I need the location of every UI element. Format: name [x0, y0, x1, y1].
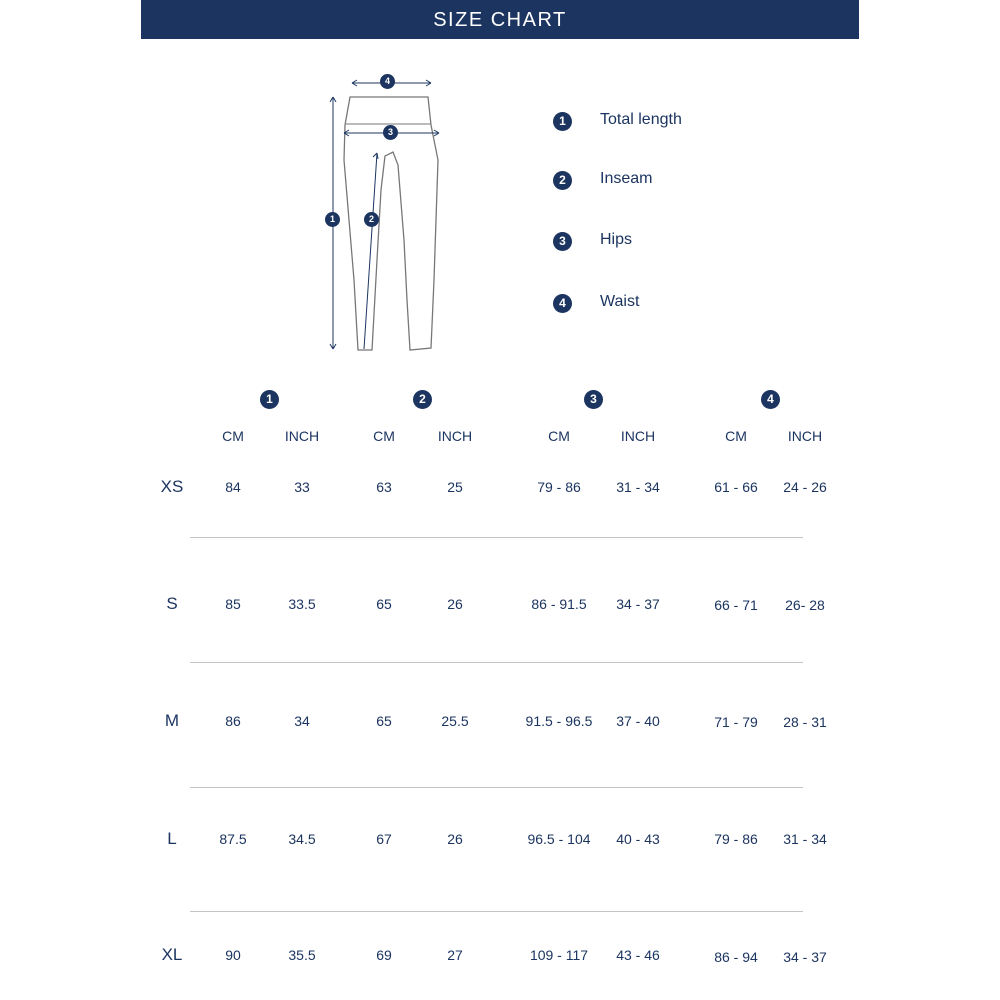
legend-badge: 3 — [553, 232, 572, 251]
table-cell: 26 — [447, 596, 463, 612]
table-cell: 31 - 34 — [616, 479, 660, 495]
row-divider — [190, 662, 803, 663]
table-cell: 90 — [225, 947, 241, 963]
inseam-marker: 2 — [364, 212, 379, 227]
row-divider — [190, 911, 803, 912]
table-cell: 33.5 — [288, 596, 316, 612]
column-group-badge: 1 — [260, 390, 279, 409]
table-cell: 28 - 31 — [783, 714, 827, 730]
table-cell: 67 — [376, 831, 392, 847]
unit-header: INCH — [787, 428, 823, 444]
unit-header: INCH — [620, 428, 656, 444]
waist-marker: 4 — [380, 74, 395, 89]
size-label: M — [164, 711, 180, 730]
table-cell: 35.5 — [288, 947, 316, 963]
column-group-badge: 3 — [584, 390, 603, 409]
legend-badge: 4 — [553, 294, 572, 313]
table-cell: 25 — [447, 479, 463, 495]
row-divider — [190, 537, 803, 538]
table-cell: 24 - 26 — [783, 479, 827, 495]
table-cell: 96.5 - 104 — [527, 831, 591, 847]
table-cell: 66 - 71 — [714, 597, 758, 613]
legend-badge: 1 — [553, 112, 572, 131]
table-cell: 79 - 86 — [714, 831, 758, 847]
table-cell: 65 — [376, 596, 392, 612]
table-cell: 34 - 37 — [616, 596, 660, 612]
table-cell: 34 - 37 — [783, 949, 827, 965]
table-cell: 31 - 34 — [783, 831, 827, 847]
unit-header: INCH — [437, 428, 473, 444]
legend-label-hips: Hips — [600, 231, 633, 248]
inseam-arrow — [364, 153, 377, 349]
table-cell: 87.5 — [219, 831, 247, 847]
table-cell: 109 - 117 — [529, 947, 589, 963]
table-cell: 37 - 40 — [616, 713, 660, 729]
table-cell: 34 — [294, 713, 310, 729]
table-cell: 33 — [294, 479, 310, 495]
table-cell: 86 - 91.5 — [531, 596, 587, 612]
table-cell: 84 — [225, 479, 241, 495]
table-cell: 71 - 79 — [714, 714, 758, 730]
size-label: S — [166, 594, 178, 613]
total-length-marker: 1 — [325, 212, 340, 227]
legend-label-inseam: Inseam — [600, 170, 653, 187]
table-cell: 43 - 46 — [616, 947, 660, 963]
row-divider — [190, 787, 803, 788]
unit-header: CM — [373, 428, 395, 444]
table-cell: 79 - 86 — [537, 479, 581, 495]
legend-badge: 2 — [553, 171, 572, 190]
table-cell: 26 — [447, 831, 463, 847]
table-cell: 85 — [225, 596, 241, 612]
table-cell: 86 - 94 — [714, 949, 758, 965]
table-cell: 69 — [376, 947, 392, 963]
unit-header: CM — [548, 428, 570, 444]
table-cell: 40 - 43 — [616, 831, 660, 847]
table-cell: 27 — [447, 947, 463, 963]
legend-label-waist: Waist — [600, 293, 640, 310]
table-cell: 26- 28 — [785, 597, 825, 613]
hips-marker: 3 — [383, 125, 398, 140]
size-label: XS — [160, 477, 184, 496]
table-cell: 34.5 — [288, 831, 316, 847]
table-cell: 63 — [376, 479, 392, 495]
column-group-badge: 4 — [761, 390, 780, 409]
leggings-diagram — [300, 60, 470, 360]
table-cell: 25.5 — [441, 713, 469, 729]
legend-label-total-length: Total length — [600, 111, 682, 128]
unit-header: INCH — [284, 428, 320, 444]
table-cell: 61 - 66 — [714, 479, 758, 495]
size-label: L — [167, 829, 177, 848]
size-label: XL — [161, 945, 183, 964]
table-cell: 91.5 - 96.5 — [525, 713, 593, 729]
page-title: SIZE CHART — [433, 9, 567, 31]
table-cell: 86 — [225, 713, 241, 729]
unit-header: CM — [222, 428, 244, 444]
column-group-badge: 2 — [413, 390, 432, 409]
page-header — [141, 0, 859, 39]
leggings-illustration — [300, 60, 470, 360]
table-cell: 65 — [376, 713, 392, 729]
unit-header: CM — [725, 428, 747, 444]
